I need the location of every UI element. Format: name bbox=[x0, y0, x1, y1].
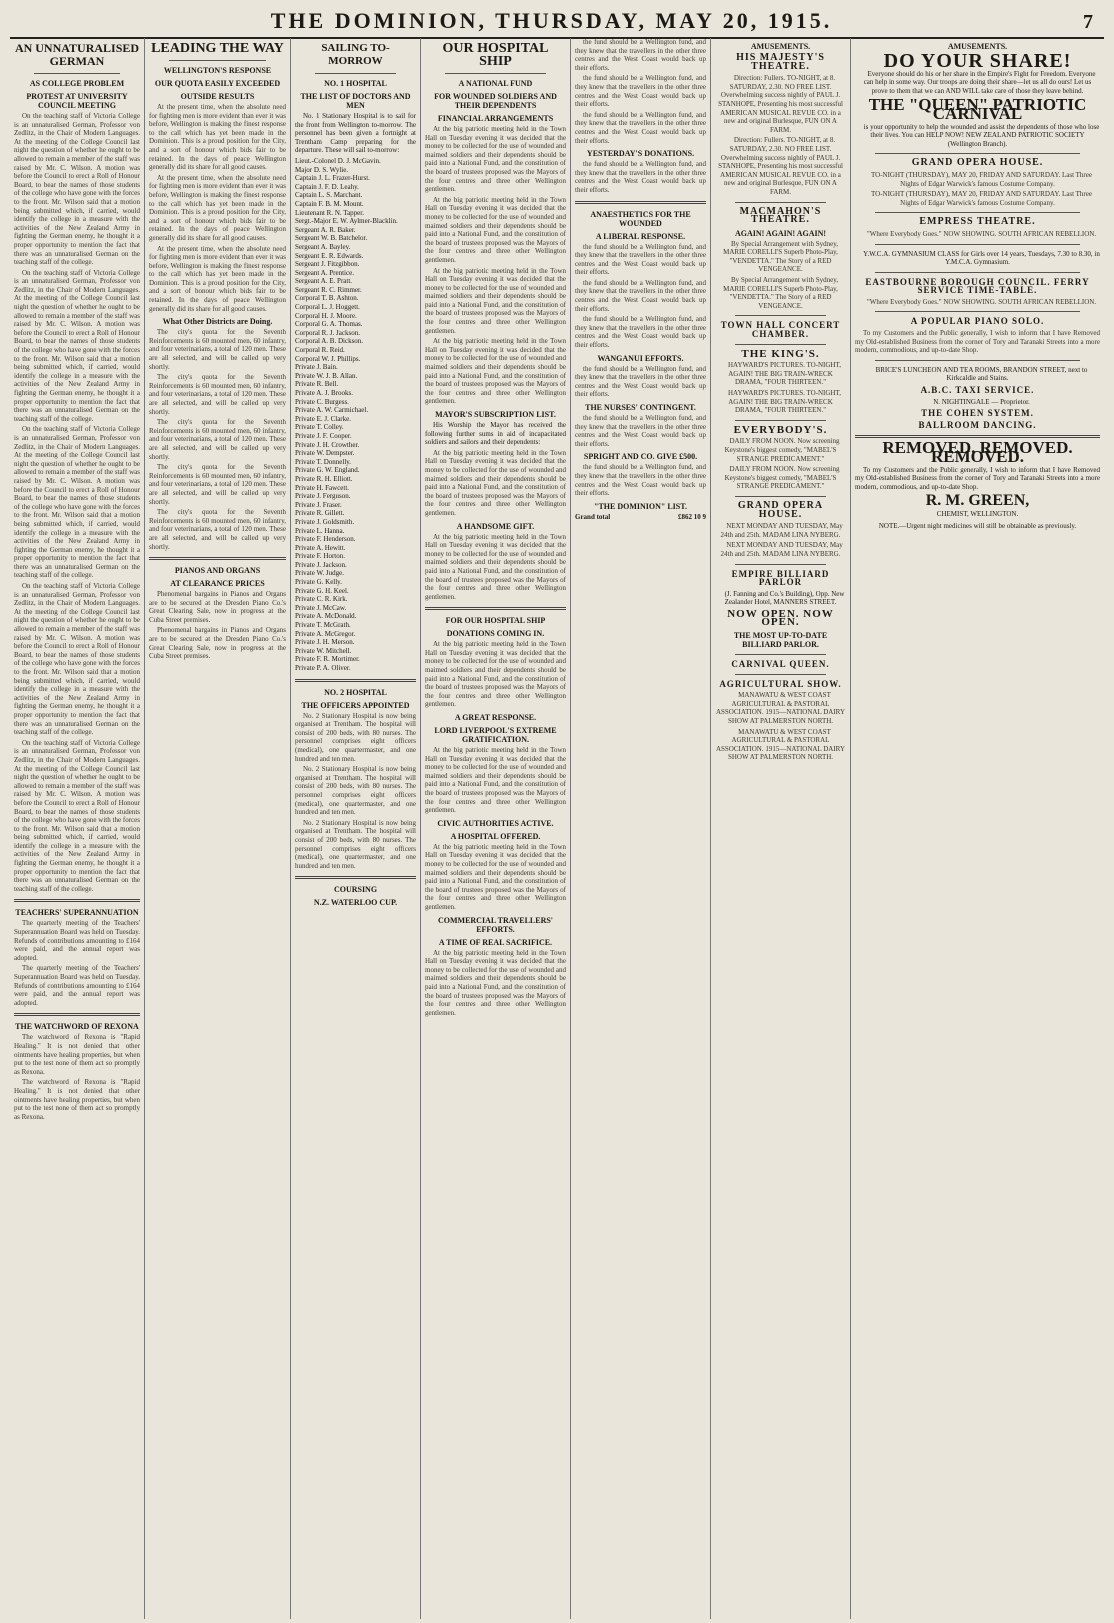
ad-title: THE COHEN SYSTEM. bbox=[921, 408, 1034, 419]
personnel-list-item: Lieutenant R. N. Tapper. bbox=[295, 208, 364, 217]
subheadline: WELLINGTON'S RESPONSE bbox=[163, 66, 272, 75]
personnel-list-item: Private J. Fraser. bbox=[295, 500, 342, 509]
ad-body: MANAWATU & WEST COAST AGRICULTURAL & PASTORAL ASSOCIATION. 1915—NATIONAL DAIRY SHOW AT PALMERSTON NORTH. bbox=[715, 727, 846, 762]
subheadline: OUR QUOTA EASILY EXCEEDED bbox=[154, 79, 281, 88]
article-body: the fund should be a Wellington fund, and they knew that the travellers in the other three centres and the West Coast would back up their efforts. bbox=[575, 160, 706, 194]
ad-title: CARNIVAL QUEEN. bbox=[731, 659, 830, 670]
ad-body: By Special Arrangement with Sydney, MARIE CORELLI'S Superb Photo-Play, "VENDETTA." The Story of a RED VENGEANCE. bbox=[723, 276, 839, 310]
article-body: the fund should be a Wellington fund, and they knew that the travellers in the other three centres and the West Coast would back up their efforts. bbox=[575, 414, 706, 448]
article-body: At the big patriotic meeting held in the Town Hall on Tuesday evening it was decided that the money to be collected for the use of wounded and maimed soldiers and their dependents should be paid into a National Fund, and the constitution of the board of trustees proposed was the Mayors of the four centres and three other Wellington gentlemen. bbox=[425, 948, 566, 1017]
personnel-list-item: Private L. Hanna. bbox=[295, 526, 345, 535]
ad-body: NEXT MONDAY AND TUESDAY, May 24th and 25th. MADAM LINA NYBERG. bbox=[720, 541, 843, 558]
ad-headline: THE "QUEEN" PATRIOTIC CARNIVAL bbox=[868, 95, 1087, 123]
personnel-list-item: Private T. Donnelly. bbox=[295, 457, 352, 466]
ad-title: GRAND OPERA HOUSE. bbox=[737, 499, 824, 520]
personnel-list-item: Private A. J. Brooks. bbox=[295, 389, 353, 397]
personnel-list-item: Private J. H. Crowther. bbox=[295, 440, 360, 449]
personnel-list-item: Sergt.-Major E. W. Aylmer-Blacklin. bbox=[295, 217, 398, 226]
column-2 bbox=[144, 38, 290, 1619]
personnel-list-item: Private R. H. Elliott. bbox=[295, 474, 353, 483]
article-body: The city's quota for the Seventh Reinforcements is 60 mounted men, 60 infantry, and four veterinarians, a total of 120 men. These are all selected, and will be called up very shortly. bbox=[149, 418, 286, 461]
article-body: The city's quota for the Seventh Reinforcements is 60 mounted men, 60 infantry, and four veterinarians, a total of 120 men. These are all selected, and will be called up very shortly. bbox=[149, 328, 286, 371]
personnel-list-item: Corporal T. B. Ashton. bbox=[295, 294, 359, 303]
personnel-list-item: Sergeant A. E. Pratt. bbox=[295, 277, 353, 286]
article-body: Phenomenal bargains in Pianos and Organs are to be secured at the Dresden Piano Co.'s Great Clearing Sale, now in progress at the Cuba Street premises. bbox=[149, 590, 286, 624]
ad-body: TO-NIGHT (THURSDAY), MAY 20, FRIDAY AND SATURDAY. Last Three Nights of Edgar Warwick's famous Costume Company. bbox=[871, 190, 1092, 207]
grand-total-label: Grand total bbox=[575, 512, 611, 521]
subheadline: A TIME OF REAL SACRIFICE. bbox=[438, 937, 553, 947]
article-body: the fund should be a Wellington fund, and they knew that the travellers in the other three centres and the West Coast would back up their efforts. bbox=[575, 74, 706, 109]
ad-body: N. NIGHTINGALE — Proprietor. bbox=[933, 397, 1030, 406]
ad-body: "Where Everybody Goes." NOW SHOWING. SOUTH AFRICAN REBELLION. bbox=[866, 229, 1097, 238]
headline: SAILING TO-MORROW bbox=[321, 42, 390, 67]
section-heading: AMUSEMENTS. bbox=[947, 42, 1008, 51]
ad-body: DAILY FROM NOON. Now screening Keystone's biggest comedy, "MABEL'S STRANGE PREDICAMENT." bbox=[724, 465, 840, 491]
personnel-list-item: Corporal A. B. Dickson. bbox=[295, 337, 364, 346]
article-body: On the teaching staff of Victoria College is an unnaturalised German, Professor von Zedlitz, in the Chair of Modern Languages. At the meeting of the College Council last night the question of whether he ought to be allowed to remain a member of the staff was raised by Mr. C. Wilson. A motion was before the Council to erect a Roll of Honour Board, to bear the names of those students of the college who have gone with the forces to the front. Mr. Wilson said that a motion being submitted which, if carried, would identify the college in a measure with the activities of the New Zealand Army in fighting the German enemy, he thought it a proper opportunity to mention the fact that there was an unnaturalised German on the teaching staff of the college. bbox=[14, 268, 140, 423]
ad-body: TO-NIGHT (THURSDAY), MAY 20, FRIDAY AND SATURDAY. Last Three Nights of Edgar Warwick's famous Costume Company. bbox=[871, 170, 1092, 188]
section-heading: AMUSEMENTS. bbox=[750, 42, 811, 51]
personnel-list-item: Private J. Jackson. bbox=[295, 560, 347, 569]
article-body: At the big patriotic meeting held in the Town Hall on Tuesday evening it was decided that the money to be collected for the use of wounded and maimed soldiers and their dependents should be paid into a National Fund, and the constitution of the board of trustees proposed was the Mayors of the four centres and three other Wellington gentlemen. bbox=[425, 532, 566, 601]
personnel-list-item: Captain J. L. Frazer-Hurst. bbox=[295, 174, 370, 183]
article-body: At the present time, when the absolute need for fighting men is more evident than ever it was before, Wellington is making the finest response to the call which has yet been made in the Dominion. This is a proud position for the City, and a sort of honour which bids fair to be retained. In the days of peace Wellington generally did its share for all good causes. bbox=[149, 173, 286, 242]
personnel-list-item: Private T. Colley. bbox=[295, 423, 344, 432]
subheadline: PROTEST AT UNIVERSITY COUNCIL MEETING bbox=[26, 92, 128, 110]
personnel-list-item: Private J. H. Merson. bbox=[295, 638, 355, 647]
article-body: The city's quota for the Seventh Reinforcements is 60 mounted men, 60 infantry, and four veterinarians, a total of 120 men. These are all selected, and will be called up very shortly. bbox=[149, 508, 286, 551]
article-body: The watchword of Rexona is "Rapid Healing." It is not denied that other ointments have healing properties, but when put to the test none of them act so promptly as Rexona. bbox=[14, 1078, 140, 1121]
ad-body: NEXT MONDAY AND TUESDAY, May 24th and 25th. MADAM LINA NYBERG. bbox=[720, 522, 843, 539]
ad-body: BRICE'S LUNCHEON AND TEA ROOMS, BRANDON STREET, next to Kirkcaldie and Stains. bbox=[875, 365, 1088, 383]
article-body: the fund should be a Wellington fund, and they knew that the travellers in the other three centres and the West Coast would back up their efforts. bbox=[575, 242, 706, 277]
subheadline: N.Z. WATERLOO CUP. bbox=[313, 898, 398, 908]
personnel-list-item: Lieut.-Colonel D. J. McGavin. bbox=[295, 156, 381, 165]
ad-title: MACMAHON'S THEATRE. bbox=[739, 205, 822, 226]
article-body: The quarterly meeting of the Teachers' Superannuation Board was held on Tuesday. Refunds of contributions amounting to £164 were paid, and the annual report was adopted. bbox=[14, 964, 140, 1007]
article-body: the fund should be a Wellington fund, and they knew that the travellers in the other three centres and the West Coast would back up their efforts. bbox=[575, 364, 706, 399]
personnel-list-item: Captain L. S. Marchant. bbox=[295, 191, 363, 200]
article-body: At the big patriotic meeting held in the Town Hall on Tuesday evening it was decided that the money to be collected for the use of wounded and maimed soldiers and their dependents should be paid into a National Fund, and the constitution of the board of trustees proposed was the Mayors of the four centres and three other Wellington gentlemen. bbox=[425, 842, 566, 911]
ad-note: NOTE.—Urgent night medicines will still be obtainable as previously. bbox=[878, 521, 1077, 530]
personnel-list-item: Corporal W. J. Phillips. bbox=[295, 354, 361, 363]
ad-title: A POPULAR PIANO SOLO. bbox=[910, 316, 1045, 327]
ad-body: Y.W.C.A. GYMNASIUM CLASS for Girls over 14 years, Tuesdays, 7.30 to 8.30, in Y.M.C.A. Gymnasium. bbox=[863, 249, 1100, 267]
ad-signature: R. M. GREEN, bbox=[925, 492, 1030, 510]
personnel-list-item: Private J. McCaw. bbox=[295, 603, 347, 612]
personnel-list-item: Private R. Bell. bbox=[295, 380, 339, 389]
ad-title: GRAND OPERA HOUSE. bbox=[911, 157, 1044, 169]
personnel-list-item: Corporal G. A. Thomas. bbox=[295, 320, 363, 329]
personnel-list-item: Private F. Horton. bbox=[295, 552, 345, 561]
ad-body: Direction: Fullers. TO-NIGHT, at 8. SATURDAY, 2.30. NO FREE LIST. Overwhelming success nightly of PAUL J. STANHOPE, Presenting his most successful AMERICAN MUSICAL REVUE CO. in a new and original Burlesque, FUN ON A FARM. bbox=[718, 136, 843, 196]
headline: LEADING THE WAY bbox=[151, 41, 284, 56]
personnel-list-item: Private R. Gillett. bbox=[295, 509, 345, 518]
personnel-list-item: Captain J. F. D. Leahy. bbox=[295, 182, 359, 191]
personnel-list-item: Private E. J. Clarke. bbox=[295, 414, 351, 423]
article-body: Phenomenal bargains in Pianos and Organs are to be secured at the Dresden Piano Co.'s Great Clearing Sale, now in progress at the Cuba Street premises. bbox=[149, 626, 286, 661]
article-body: the fund should be a Wellington fund, and they knew that the travellers in the other three centres and the West Coast would back up their efforts. bbox=[575, 315, 706, 350]
personnel-list-item: Major D. S. Wylie. bbox=[295, 165, 349, 174]
headline: PIANOS AND ORGANS bbox=[174, 566, 261, 576]
column-1 bbox=[10, 38, 144, 1619]
subheadline: THE LIST OF DOCTORS AND MEN bbox=[300, 92, 411, 110]
personnel-list-item: Private W. Judge. bbox=[295, 569, 344, 578]
subheadline: WANGANUI EFFORTS. bbox=[597, 353, 684, 363]
article-body: At the present time, when the absolute need for fighting men is more evident than ever it was before, Wellington is making the finest response to the call which has yet been made in the Dominion. This is a proud position for the City, and a sort of honour which bids fair to be retained. In the days of peace Wellington generally did its share for all good causes. bbox=[149, 103, 286, 172]
subheadline: YESTERDAY'S DONATIONS. bbox=[586, 149, 695, 159]
ad-body: HAYWARD'S PICTURES. TO-NIGHT, AGAIN! THE BIG TRAIN-WRECK DRAMA, "FOUR THIRTEEN." bbox=[727, 389, 841, 415]
ad-title: EMPRESS THEATRE. bbox=[919, 216, 1036, 228]
article-body: the fund should be a Wellington fund, and they knew that the travellers in the other three centres and the West Coast would back up their efforts. bbox=[575, 463, 706, 498]
ad-body: (J. Fanning and Co.'s Building), Opp. New Zealander Hotel, MANNERS STREET. bbox=[724, 589, 845, 607]
subheadline: THE NURSES' CONTINGENT. bbox=[585, 403, 696, 412]
personnel-list-item: Private J. Ferguson. bbox=[295, 492, 351, 501]
column-7 bbox=[850, 38, 1104, 1619]
column-4 bbox=[420, 38, 570, 1619]
personnel-list-item: Private J. F. Cooper. bbox=[295, 431, 352, 440]
subheadline: CIVIC AUTHORITIES ACTIVE. bbox=[437, 818, 554, 828]
subheadline: SPRIGHT AND CO. GIVE £500. bbox=[583, 452, 698, 462]
subheadline: THE OFFICERS APPOINTED bbox=[301, 700, 410, 710]
article-body: the fund should be a Wellington fund, and they knew that the travellers in the other three centres and the West Coast would back up their efforts. bbox=[575, 278, 706, 313]
article-body: The quarterly meeting of the Teachers' Superannuation Board was held on Tuesday. Refunds of contributions amounting to £164 were paid, and the annual report was adopted. bbox=[14, 919, 140, 962]
personnel-list-item: Private J. Bain. bbox=[295, 363, 338, 372]
subheadline: FINANCIAL ARRANGEMENTS bbox=[437, 114, 554, 123]
subheadline: AS COLLEGE PROBLEM bbox=[29, 79, 125, 88]
ad-title: EASTBOURNE BOROUGH COUNCIL. FERRY SERVICE TIME-TABLE. bbox=[865, 276, 1090, 296]
page-number: 7 bbox=[1083, 11, 1094, 33]
column-6 bbox=[710, 38, 850, 1619]
subheadline: COMMERCIAL TRAVELLERS' EFFORTS. bbox=[437, 915, 554, 934]
personnel-list-item: Private G. W. England. bbox=[295, 466, 360, 475]
personnel-list-item: Private A. McDonald. bbox=[295, 612, 357, 621]
ad-body: To my Customers and the Public generally, I wish to inform that I have Removed my Old-established Business from the corner of Tory and Taranaki Streets into a more modern, commodious, and up-to-date Shop. bbox=[855, 329, 1100, 355]
personnel-list-item: Private C. R. Kirk. bbox=[295, 595, 348, 604]
subheadline: NO. 1 HOSPITAL bbox=[324, 79, 387, 88]
ad-body: To my Customers and the Public generally, I wish to inform that I have Removed my Old-established Business from the corner of Tory and Taranaki Streets into a more modern, commodious, and up-to-date Shop. bbox=[855, 465, 1100, 491]
article-body: At the big patriotic meeting held in the Town Hall on Tuesday evening it was decided that the money to be collected for the use of wounded and maimed soldiers and their dependents should be paid into a National Fund, and the constitution of the board of trustees proposed was the Mayors of the four centres and three other Wellington gentlemen. bbox=[425, 266, 566, 335]
subheadline: A NATIONAL FUND bbox=[458, 79, 533, 88]
subheadline: AT CLEARANCE PRICES bbox=[170, 579, 265, 589]
headline: COURSING bbox=[333, 885, 378, 895]
article-body: At the present time, when the absolute need for fighting men is more evident than ever it was before, Wellington is making the finest response to the call which has yet been made in the Dominion. This is a proud position for the City, and a sort of honour which bids fair to be retained. In the days of peace Wellington generally did its share for all good causes. bbox=[149, 244, 286, 313]
ad-title: EVERYBODY'S. bbox=[733, 423, 828, 436]
personnel-list-item: Private C. Burgess. bbox=[295, 397, 349, 406]
article-body: On the teaching staff of Victoria College is an unnaturalised German, Professor von Zedlitz, in the Chair of Modern Languages. At the meeting of the College Council last night the question of whether he ought to be allowed to remain a member of the staff was raised by Mr. C. Wilson. A motion was before the Council to erect a Roll of Honour Board, to bear the names of those students of the college who have gone with the forces to the front. Mr. Wilson said that a motion being submitted which, if carried, would identify the college in a measure with the activities of the New Zealand Army in fighting the German enemy, he thought it a proper opportunity to mention the fact that there was an unnaturalised German on the teaching staff of the college. bbox=[14, 112, 140, 267]
subheadline: A HOSPITAL OFFERED. bbox=[450, 831, 541, 841]
headline: TEACHERS' SUPERANNUATION bbox=[15, 908, 139, 918]
article-body: At the big patriotic meeting held in the Town Hall on Tuesday evening it was decided that the money to be collected for the use of wounded and maimed soldiers and their dependents should be paid into a National Fund, and the constitution of the board of trustees proposed was the Mayors of the four centres and three other Wellington gentlemen. bbox=[425, 337, 566, 406]
subheadline: OUTSIDE RESULTS bbox=[180, 92, 255, 101]
article-body: The city's quota for the Seventh Reinforcements is 60 mounted men, 60 infantry, and four veterinarians, a total of 120 men. These are all selected, and will be called up very shortly. bbox=[149, 373, 286, 416]
personnel-list-item: Private G. H. Keel. bbox=[295, 586, 349, 595]
personnel-list-item: Sergeant W. B. Batchelor. bbox=[295, 234, 368, 243]
masthead-title: THE DOMINION, THURSDAY, MAY 20, 1915. bbox=[270, 8, 833, 33]
article-body: No. 2 Stationary Hospital is now being organised at Trentham. The hospital will consist of 200 beds, with 80 nurses. The personnel comprises eight officers (medical), one quartermaster, and one hundred and ten men. bbox=[295, 818, 416, 870]
personnel-list-item: Private W. Dempster. bbox=[295, 449, 355, 458]
personnel-list-item: Sergeant R. C. Rimmer. bbox=[295, 285, 362, 294]
ad-body: Everyone should do his or her share in the Empire's Fight for Freedom. Everyone can help in some way. Our troops are doing their share—let us all do ours! Let us prove to them that we can AND WILL take care of those they leave behind. bbox=[863, 69, 1096, 95]
personnel-list-item: Private A. W. Carmichael. bbox=[295, 406, 369, 415]
personnel-list-item: Private P. A. Oliver. bbox=[295, 664, 351, 672]
ad-body: is your opportunity to help the wounded and assist the dependents of those who lose their lives. You can HELP NOW! NEW ZEALAND PATRIOTIC SOCIETY (Wellington Branch). bbox=[863, 122, 1100, 148]
article-body: The watchword of Rexona is "Rapid Healing." It is not denied that other ointments have healing properties, but when put to the test none of them act so promptly as Rexona. bbox=[14, 1033, 140, 1076]
ad-title: EMPIRE BILLIARD PARLOR bbox=[731, 568, 830, 588]
article-intro: No. 1 Stationary Hospital is to sail for the front from Wellington to-morrow. The personnel has been given a fortnight at Trentham Camp preparing for the departure. These will sail to-morrow: bbox=[295, 112, 416, 155]
ad-body: MANAWATU & WEST COAST AGRICULTURAL & PASTORAL ASSOCIATION. 1915—NATIONAL DAIRY SHOW AT PALMERSTON NORTH. bbox=[715, 691, 846, 726]
personnel-list-item: Private W. Mitchell. bbox=[295, 646, 352, 655]
subheadline: A HANDSOME GIFT. bbox=[456, 521, 535, 531]
ad-body: Direction: Fullers. TO-NIGHT, at 8. SATURDAY, 2.30. NO FREE LIST. Overwhelming success nightly of PAUL J. STANHOPE, Presenting his most successful AMERICAN MUSICAL REVUE CO. in a new and original Burlesque, FUN ON A FARM. bbox=[718, 74, 843, 134]
ad-title: BALLROOM DANCING. bbox=[918, 419, 1037, 430]
headline: THE WATCHWORD OF REXONA bbox=[15, 1022, 139, 1032]
article-body: On the teaching staff of Victoria College is an unnaturalised German, Professor von Zedlitz, in the Chair of Modern Languages. At the meeting of the College Council last night the question of whether he ought to be allowed to remain a member of the staff was raised by Mr. C. Wilson. A motion was before the Council to erect a Roll of Honour Board, to bear the names of those students of the college who have gone with the forces to the front. Mr. Wilson said that a motion being submitted which, if carried, would identify the college in a measure with the activities of the New Zealand Army in fighting the German enemy, he thought it a proper opportunity to mention the fact that there was an unnaturalised German on the teaching staff of the college. bbox=[14, 738, 140, 893]
column-5 bbox=[570, 38, 710, 1619]
ad-body: DAILY FROM NOON. Now screening Keystone's biggest comedy, "MABEL'S STRANGE PREDICAMENT." bbox=[724, 437, 840, 463]
personnel-list-item: Sergeant A. Bayley. bbox=[295, 242, 351, 251]
headline: ANAESTHETICS FOR THE WOUNDED bbox=[590, 209, 691, 228]
personnel-list-item: Private A. Hewitt. bbox=[295, 543, 346, 552]
ad-title: AGRICULTURAL SHOW. bbox=[719, 678, 842, 689]
article-body: On the teaching staff of Victoria College is an unnaturalised German, Professor von Zedlitz, in the Chair of Modern Languages. At the meeting of the College Council last night the question of whether he ought to be allowed to remain a member of the staff was raised by Mr. C. Wilson. A motion was before the Council to erect a Roll of Honour Board, to bear the names of those students of the college who have gone with the forces to the front. Mr. Wilson said that a motion being submitted which, if carried, would identify the college in a measure with the activities of the New Zealand Army in fighting the German enemy, he thought it a proper opportunity to mention the fact that there was an unnaturalised German on the teaching staff of the college. bbox=[14, 425, 140, 580]
grand-total-row bbox=[575, 513, 706, 522]
ad-now-open: NOW OPEN. NOW OPEN. bbox=[727, 607, 834, 629]
personnel-list-item: Sergeant A. R. Baker. bbox=[295, 225, 356, 234]
subheadline: FOR WOUNDED SOLDIERS AND THEIR DEPENDENTS bbox=[434, 92, 557, 110]
headline: AN UNNATURALISED GERMAN bbox=[14, 41, 140, 68]
grand-total-value: £862 10 9 bbox=[678, 512, 706, 521]
article-body: At the big patriotic meeting held in the Town Hall on Tuesday evening it was decided that the money to be collected for the use of wounded and maimed soldiers and their dependents should be paid into a National Fund, and the constitution of the board of trustees proposed was the Mayors of the four centres and three other Wellington gentlemen. bbox=[425, 195, 566, 264]
article-body: No. 2 Stationary Hospital is now being organised at Trentham. The hospital will consist of 200 beds, with 80 nurses. The personnel comprises eight officers (medical), one quartermaster, and one hundred and ten men. bbox=[295, 711, 416, 763]
personnel-list-item: Corporal R. J. Jackson. bbox=[295, 328, 360, 337]
personnel-list bbox=[295, 157, 416, 673]
personnel-list-item: Corporal L. J. Hoggett. bbox=[295, 303, 360, 312]
article-body: His Worship the Mayor has received the following further sums in aid of incapacitated soldiers and sailors and their dependents: bbox=[425, 421, 566, 447]
ad-body: "Where Everybody Goes." NOW SHOWING. SOUTH AFRICAN REBELLION. bbox=[866, 297, 1097, 306]
personnel-list-item: Corporal H. J. Moore. bbox=[295, 311, 357, 320]
personnel-list-item: Private A. McGregor. bbox=[295, 629, 356, 638]
article-body: the fund should be a Wellington fund, and they knew that the travellers in the other three centres and the West Coast would back up their efforts. bbox=[575, 38, 706, 72]
article-body: On the teaching staff of Victoria College is an unnaturalised German, Professor von Zedlitz, in the Chair of Modern Languages. At the meeting of the College Council last night the question of whether he ought to be allowed to remain a member of the staff was raised by Mr. C. Wilson. A motion was before the Council to erect a Roll of Honour Board, to bear the names of those students of the college who have gone with the forces to the front. Mr. Wilson said that a motion being submitted which, if carried, would identify the college in a measure with the activities of the New Zealand Army in fighting the German enemy, he thought it a proper opportunity to mention the fact that there was an unnaturalised German on the teaching staff of the college. bbox=[14, 582, 140, 737]
ad-title: HIS MAJESTY'S THEATRE. bbox=[736, 52, 825, 72]
personnel-list-item: Sergeant J. Fitzgibbon. bbox=[295, 260, 360, 269]
ad-headline: DO YOUR SHARE! bbox=[883, 50, 1072, 72]
ad-body: HAYWARD'S PICTURES. TO-NIGHT, AGAIN! THE BIG TRAIN-WRECK DRAMA, "FOUR THIRTEEN." bbox=[727, 361, 841, 387]
personnel-list-item: Private F. R. Mortimer. bbox=[295, 655, 360, 664]
article-body: The city's quota for the Seventh Reinforcements is 60 mounted men, 60 infantry, and four veterinarians, a total of 120 men. These are all selected, and will be called up very shortly. bbox=[149, 463, 286, 506]
ad-signature-sub: CHEMIST, WELLINGTON. bbox=[936, 509, 1019, 518]
article-body: the fund should be a Wellington fund, and they knew that the travellers in the other three centres and the West Coast would back up their efforts. bbox=[575, 110, 706, 145]
ad-body: By Special Arrangement with Sydney, MARIE CORELLI'S Superb Photo-Play, "VENDETTA." The Story of a RED VENGEANCE. bbox=[723, 239, 839, 274]
personnel-list-item: Private F. Henderson. bbox=[295, 535, 356, 544]
personnel-list-item: Captain F. B. M. Mount. bbox=[295, 199, 364, 208]
article-body: At the big patriotic meeting held in the Town Hall on Tuesday evening it was decided that the money to be collected for the use of wounded and maimed soldiers and their dependents should be paid into a National Fund, and the constitution of the board of trustees proposed was the Mayors of the four centres and three other Wellington gentlemen. bbox=[425, 125, 566, 194]
subheadline: MAYOR'S SUBSCRIPTION LIST. bbox=[435, 410, 556, 419]
personnel-list-item: Private W. J. B. Allan. bbox=[295, 371, 358, 380]
subheadline: A LIBERAL RESPONSE. bbox=[595, 231, 686, 241]
ad-tagline: THE MOST UP-TO-DATE BILLIARD PARLOR. bbox=[733, 631, 828, 650]
article-body: At the big patriotic meeting held in the Town Hall on Tuesday evening it was decided that the money to be collected for the use of wounded and maimed soldiers and their dependents should be paid into a National Fund, and the constitution of the board of trustees proposed was the Mayors of the four centres and three other Wellington gentlemen. bbox=[425, 448, 566, 517]
personnel-list-item: Private T. McGrath. bbox=[295, 621, 351, 630]
masthead bbox=[10, 6, 1104, 39]
ad-headline: REMOVED. REMOVED. REMOVED. bbox=[882, 438, 1073, 466]
personnel-list-item: Sergeant E. R. Edwards. bbox=[295, 251, 364, 260]
ad-title: A.B.C. TAXI SERVICE. bbox=[920, 385, 1035, 396]
subheadline: DONATIONS COMING IN. bbox=[446, 629, 545, 639]
headline: NO. 2 HOSPITAL bbox=[324, 687, 387, 697]
ad-subtitle: AGAIN! AGAIN! AGAIN! bbox=[734, 228, 827, 238]
headline: OUR HOSPITAL SHIP bbox=[442, 41, 549, 69]
personnel-list-item: Private H. Fawcett. bbox=[295, 483, 350, 492]
article-body: At the big patriotic meeting held in the Town Hall on Tuesday evening it was decided that the money to be collected for the use of wounded and maimed soldiers and their dependents should be paid into a National Fund, and the constitution of the board of trustees proposed was the Mayors of the four centres and three other Wellington gentlemen. bbox=[425, 746, 566, 815]
subheadline: "THE DOMINION" LIST. bbox=[594, 501, 687, 511]
personnel-list-item: Corporal R. Reid. bbox=[295, 346, 345, 355]
column-3 bbox=[290, 38, 420, 1619]
article-body: No. 2 Stationary Hospital is now being organised at Trentham. The hospital will consist of 200 beds, with 80 nurses. The personnel comprises eight officers (medical), one quartermaster, and one hundred and ten men. bbox=[295, 765, 416, 817]
subheadline: A GREAT RESPONSE. bbox=[454, 713, 537, 723]
ad-title: TOWN HALL CONCERT CHAMBER. bbox=[720, 320, 841, 340]
personnel-list-item: Private J. Goldsmith. bbox=[295, 517, 355, 526]
subheadline: LORD LIVERPOOL'S EXTREME GRATIFICATION. bbox=[434, 726, 557, 745]
personnel-list-item: Sergeant A. Prentice. bbox=[295, 268, 354, 277]
personnel-list-item: Private G. Kelly. bbox=[295, 578, 342, 587]
article-body: At the big patriotic meeting held in the Town Hall on Tuesday evening it was decided that the money to be collected for the use of wounded and maimed soldiers and their dependents should be paid into a National Fund, and the constitution of the board of trustees proposed was the Mayors of the four centres and three other Wellington gentlemen. bbox=[425, 640, 566, 709]
subheadline: What Other Districts are Doing. bbox=[162, 317, 273, 327]
headline: FOR OUR HOSPITAL SHIP bbox=[445, 616, 546, 626]
ad-title: THE KING'S. bbox=[741, 347, 820, 360]
